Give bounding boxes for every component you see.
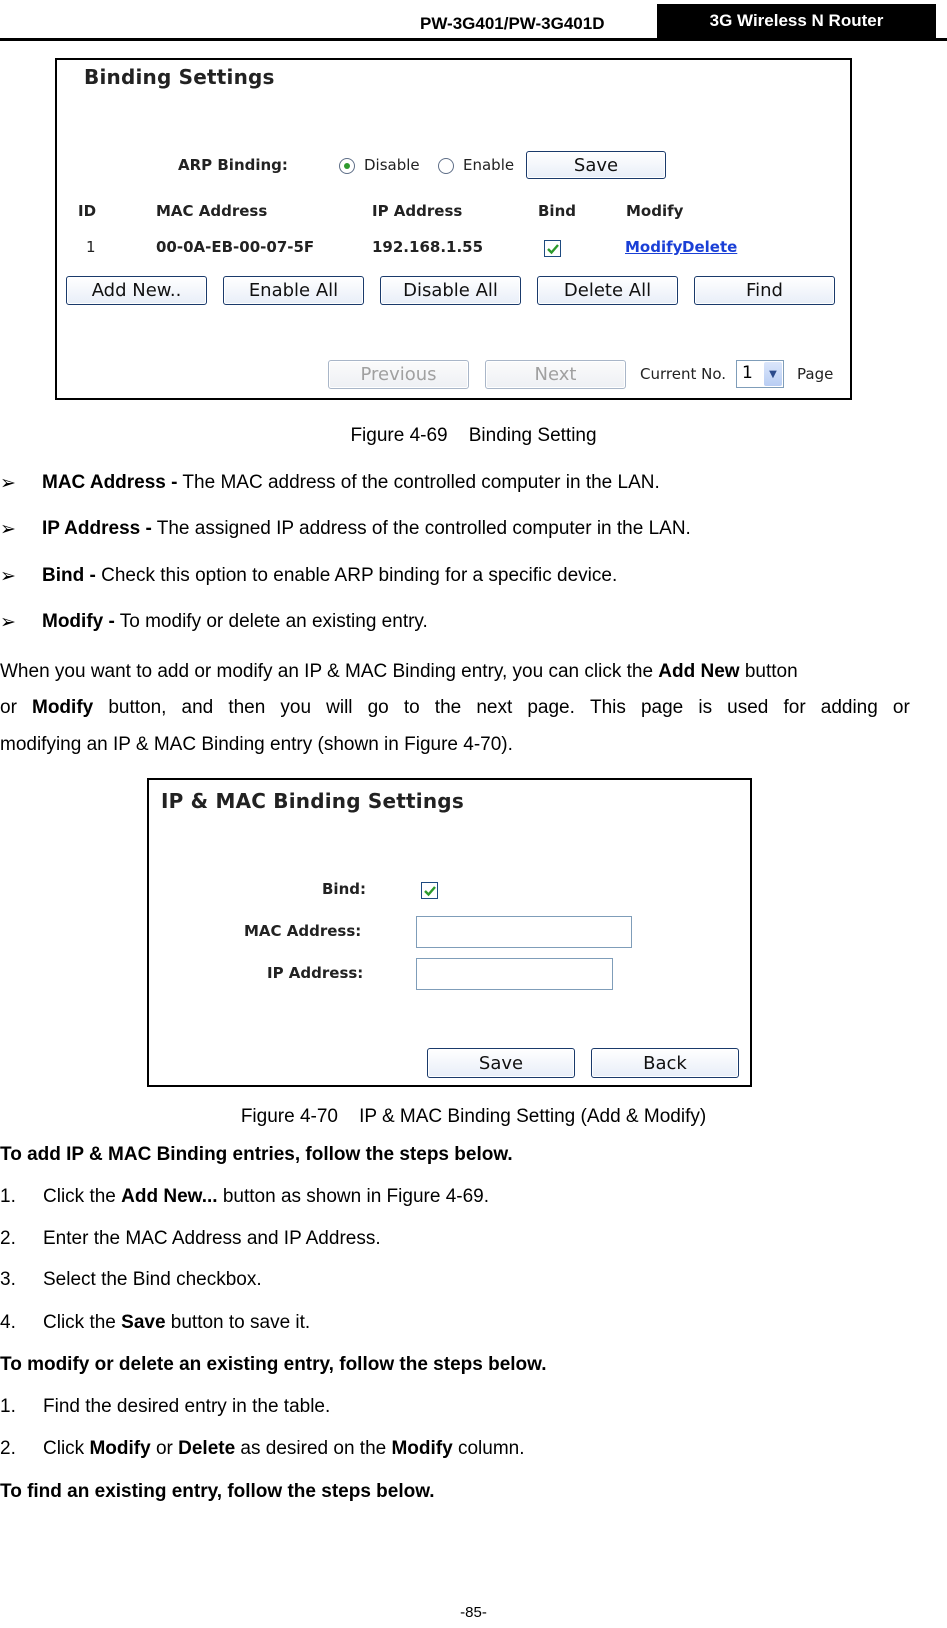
bullet-text: To modify or delete an existing entry. xyxy=(114,611,428,632)
word: then xyxy=(228,697,266,718)
chevron-down-icon: ▼ xyxy=(764,362,782,386)
current-no-value: 1 xyxy=(742,363,753,383)
previous-button[interactable]: Previous xyxy=(328,360,469,389)
bullet-term: Modify - xyxy=(42,611,115,632)
step-bold: Delete xyxy=(178,1438,236,1459)
col-ip-header: IP Address xyxy=(372,202,463,220)
page-label: Page xyxy=(797,365,834,383)
step-text: Find the desired entry in the table. xyxy=(43,1396,331,1417)
bullet-text: The assigned IP address of the controlled computer in the LAN. xyxy=(151,518,691,539)
step-number: 1. xyxy=(0,1186,16,1207)
bullet-term: Bind - xyxy=(42,565,96,586)
step-text: Click xyxy=(43,1438,90,1459)
current-no-select[interactable] xyxy=(736,360,784,388)
bullet-term: IP Address - xyxy=(42,518,152,539)
bind-checkbox[interactable] xyxy=(421,882,438,899)
ip-mac-binding-screenshot xyxy=(147,778,752,1087)
delete-all-button[interactable]: Delete All xyxy=(537,276,678,305)
add-new-button[interactable]: Add New.. xyxy=(66,276,207,305)
arrow-bullet-icon: ➢ xyxy=(0,519,16,540)
arrow-bullet-icon: ➢ xyxy=(0,473,16,494)
step-number: 2. xyxy=(0,1438,16,1459)
ip-address-field[interactable] xyxy=(416,958,613,990)
step-text: as desired on the xyxy=(235,1438,392,1459)
word: Modify xyxy=(32,697,94,718)
word: button, xyxy=(108,697,167,718)
next-button[interactable]: Next xyxy=(485,360,626,389)
row-mac: 00-0A-EB-00-07-5F xyxy=(156,238,315,256)
mac-address-field[interactable] xyxy=(416,916,632,948)
disable-label: Disable xyxy=(364,156,420,174)
modify-steps-heading: To modify or delete an existing entry, follow the steps below. xyxy=(0,1354,547,1375)
word: adding xyxy=(820,697,878,718)
word: next xyxy=(476,697,513,718)
word: will xyxy=(326,697,353,718)
step-text: Click the xyxy=(43,1312,122,1333)
header-rule xyxy=(0,38,947,41)
word: to xyxy=(403,697,420,718)
step-bold: Add New... xyxy=(121,1186,218,1207)
add-steps-heading: To add IP & MAC Binding entries, follow the steps below. xyxy=(0,1144,513,1165)
checkmark-icon xyxy=(546,242,560,256)
modify-link[interactable]: Modify xyxy=(625,238,683,256)
word: page xyxy=(640,697,684,718)
enable-all-button[interactable]: Enable All xyxy=(223,276,364,305)
save-button[interactable]: Save xyxy=(427,1048,575,1078)
step-bold: Modify xyxy=(391,1438,453,1459)
word: or xyxy=(892,697,910,718)
arrow-bullet-icon: ➢ xyxy=(0,612,16,633)
step-text: column. xyxy=(452,1438,525,1459)
header-product: 3G Wireless N Router xyxy=(657,4,936,38)
header-model: PW-3G401/PW-3G401D xyxy=(420,14,605,33)
enable-label: Enable xyxy=(463,156,515,174)
binding-settings-screenshot xyxy=(55,58,852,400)
step-text: Select the Bind checkbox. xyxy=(43,1269,262,1290)
bullet-term: MAC Address - xyxy=(42,472,178,493)
step-text: Enter the MAC Address and IP Address. xyxy=(43,1228,381,1249)
step-number: 3. xyxy=(0,1269,16,1290)
arp-save-button[interactable]: Save xyxy=(526,151,666,179)
word: page. xyxy=(527,697,575,718)
col-modify-header: Modify xyxy=(626,202,684,220)
word: is xyxy=(698,697,713,718)
row-ip: 192.168.1.55 xyxy=(372,238,484,256)
step-number: 1. xyxy=(0,1396,16,1417)
paragraph-line-3: modifying an IP & MAC Binding entry (shown in Figure 4-70). xyxy=(0,734,513,755)
col-bind-header: Bind xyxy=(538,202,576,220)
step-text: button to save it. xyxy=(165,1312,311,1333)
disable-radio[interactable] xyxy=(339,158,355,174)
current-no-label: Current No. xyxy=(640,365,727,383)
col-id-header: ID xyxy=(78,202,97,220)
word: you xyxy=(280,697,312,718)
mac-address-label: MAC Address: xyxy=(244,922,362,940)
word: or xyxy=(0,697,17,718)
word: This xyxy=(589,697,626,718)
step-text: button as shown in Figure 4-69. xyxy=(217,1186,489,1207)
bind-label: Bind: xyxy=(322,880,366,898)
word: go xyxy=(367,697,389,718)
step-text: Click the xyxy=(43,1186,122,1207)
find-button[interactable]: Find xyxy=(694,276,835,305)
row-id: 1 xyxy=(86,238,96,256)
figure-69-caption: Figure 4-69 Binding Setting xyxy=(350,425,597,446)
figure-70-caption: Figure 4-70 IP & MAC Binding Setting (Add & Modify) xyxy=(240,1106,707,1127)
back-button[interactable]: Back xyxy=(591,1048,739,1078)
word: used xyxy=(727,697,769,718)
step-bold: Save xyxy=(121,1312,166,1333)
arp-binding-label: ARP Binding: xyxy=(178,156,288,174)
bullet-text: Check this option to enable ARP binding for a specific device. xyxy=(95,565,618,586)
paragraph-text: button xyxy=(739,661,798,682)
step-number: 4. xyxy=(0,1312,16,1333)
paragraph-line-2 xyxy=(0,697,910,719)
step-text: or xyxy=(150,1438,179,1459)
page-number: -85- xyxy=(460,1604,487,1621)
word: for xyxy=(783,697,806,718)
ip-mac-binding-title: IP & MAC Binding Settings xyxy=(161,789,464,813)
word: the xyxy=(434,697,462,718)
disable-all-button[interactable]: Disable All xyxy=(380,276,521,305)
row-bind-checkbox[interactable] xyxy=(544,240,561,257)
arrow-bullet-icon: ➢ xyxy=(0,566,16,587)
ip-address-label: IP Address: xyxy=(267,964,364,982)
paragraph-text: When you want to add or modify an IP & MAC Binding entry, you can click the xyxy=(0,661,659,682)
word: and xyxy=(181,697,214,718)
paragraph-line-1 xyxy=(0,661,798,683)
col-mac-header: MAC Address xyxy=(156,202,268,220)
find-steps-heading: To find an existing entry, follow the steps below. xyxy=(0,1481,435,1502)
page-header xyxy=(0,0,947,42)
enable-radio[interactable] xyxy=(438,158,454,174)
delete-link[interactable]: Delete xyxy=(682,238,738,256)
step-number: 2. xyxy=(0,1228,16,1249)
binding-settings-title: Binding Settings xyxy=(84,65,275,89)
paragraph-bold: Add New xyxy=(658,661,740,682)
step-bold: Modify xyxy=(89,1438,151,1459)
checkmark-icon xyxy=(423,884,437,898)
bullet-text: The MAC address of the controlled computer in the LAN. xyxy=(177,472,660,493)
